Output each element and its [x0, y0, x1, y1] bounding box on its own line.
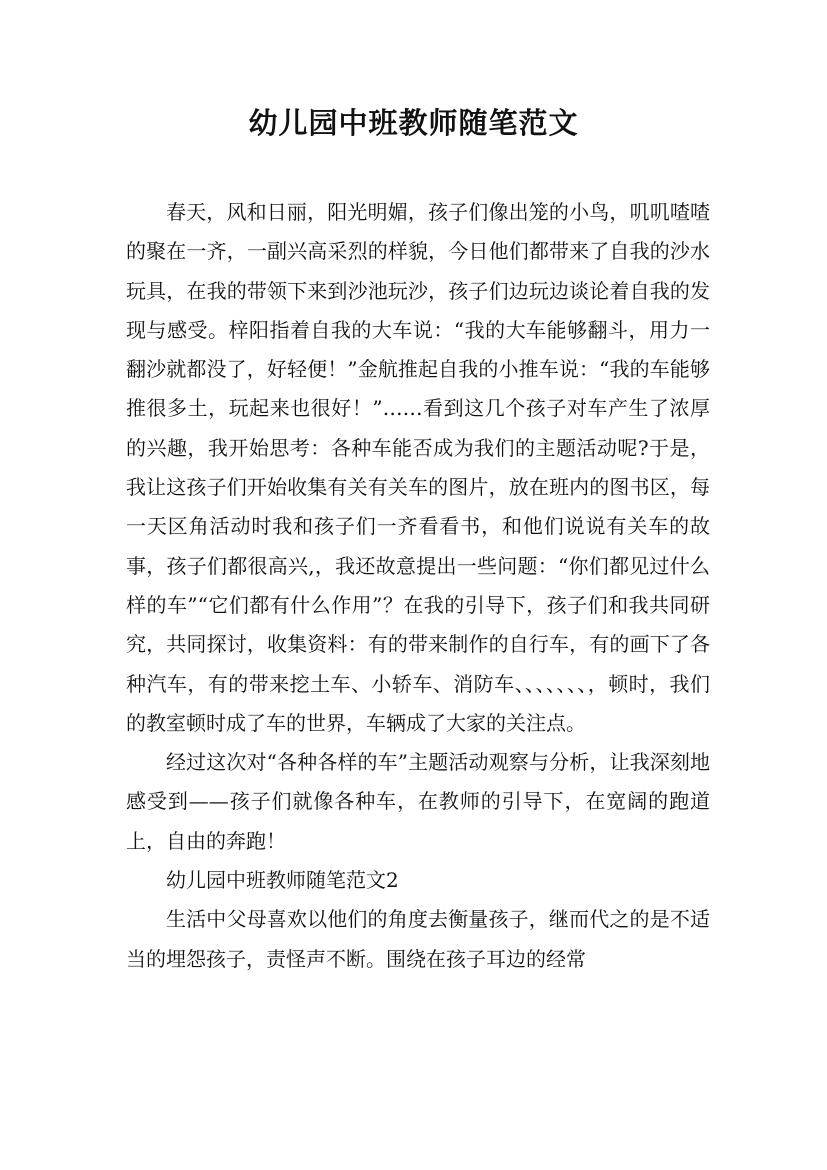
- document-title: 幼儿园中班教师随笔范文: [248, 106, 579, 140]
- section-heading-essay-2: 幼儿园中班教师随笔范文2: [166, 868, 399, 893]
- paragraph-parents: 生活中父母喜欢以他们的角度去衡量孩子，继而代之的是不适当的埋怨孩子，责怪声不断。围绕在孩子耳边的经常: [126, 907, 710, 971]
- paragraph-reflection: 经过这次对“各种各样的车”主题活动观察与分析，让我深刻地感受到——孩子们就像各种车，在教师的引导下，在宽阔的跑道上，自由的奔跑！: [126, 750, 710, 853]
- paragraph-spring-sand-play: 春天，风和日丽，阳光明媚，孩子们像出笼的小鸟，叽叽喳喳的聚在一齐，一副兴高采烈的样貌，今日他们都带来了自我的沙水玩具，在我的带领下来到沙池玩沙，孩子们边玩边谈论着自我的发现与感受。梓阳指着自我的大车说：“我的大车能够翻斗，用力一翻沙就都没了，好轻便！”金航推起自我的小推车说：“我的车能够推很多土，玩起来也很好！”……看到这几个孩子对车产生了浓厚的兴趣，我开始思考：各种车能否成为我们的主题活动呢?于是，我让这孩子们开始收集有关有关车的图片，放在班内的图书区，每一天区角活动时我和孩子们一齐看看书，和他们说说有关车的故事，孩子们都很高兴,，我还故意提出一些问题：“你们都见过什么样的车”“它们都有什么作用”？在我的引导下，孩子们和我共同研究，共同探讨，收集资料：有的带来制作的自行车，有的画下了各种汽车，有的带来挖土车、小轿车、消防车、、、、、、、，顿时，我们的教室顿时成了车的世界，车辆成了大家的关注点。: [126, 200, 710, 735]
- document-body: [126, 193, 710, 979]
